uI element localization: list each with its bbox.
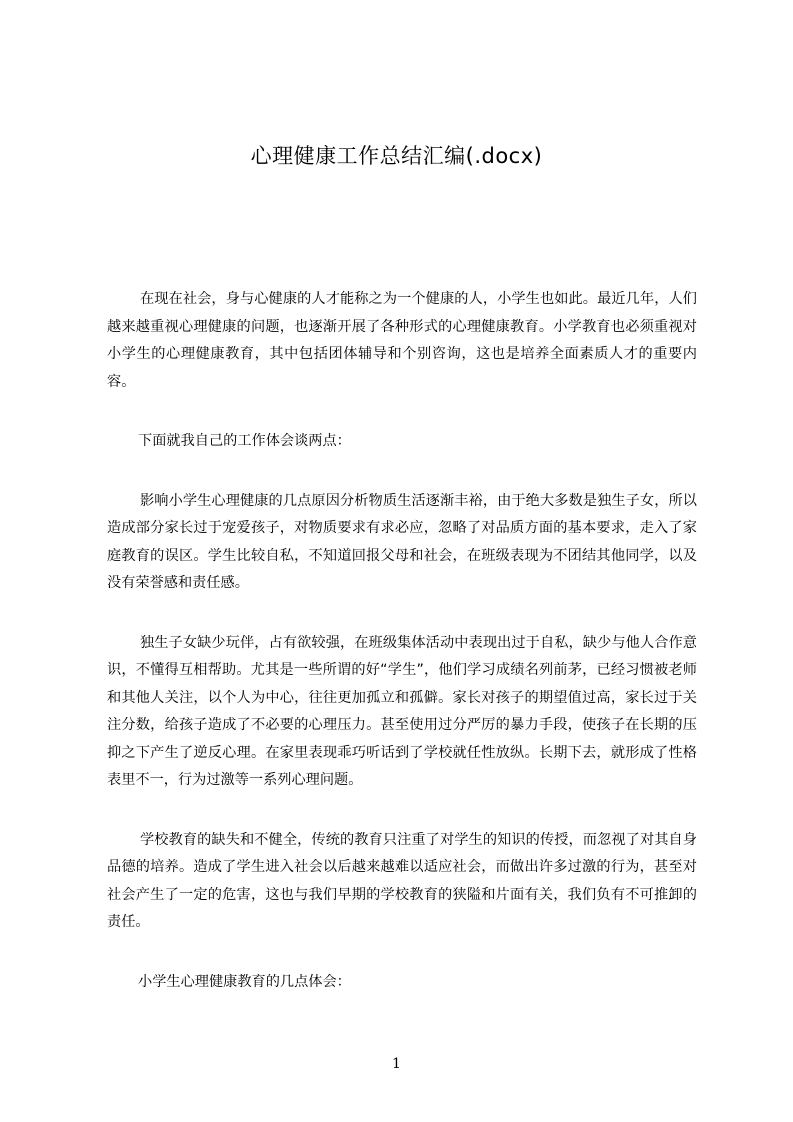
- page-number: 1: [392, 1056, 401, 1072]
- document-title: 心理健康工作总结汇编(.docx): [250, 144, 543, 168]
- paragraph-experience-heading: 小学生心理健康教育的几点体会：: [138, 973, 351, 990]
- paragraph-intro: 在现在社会，身与心健康的人才能称之为一个健康的人，小学生也如此。最近几年，人们越来越重视心理健康的问题，也逐渐开展了各种形式的心理健康教育。小学教育也必须重视对小学生的心理健康教育，其中包括团体辅导和个别咨询，这也是培养全面素质人才的重要内容。: [107, 291, 697, 390]
- paragraph-two-points: 下面就我自己的工作体会谈两点：: [138, 433, 351, 449]
- document-body: [107, 286, 697, 1028]
- paragraph-school-education: 学校教育的缺失和不健全，传统的教育只注重了对学生的知识的传授，而忽视了对其自身品德的培养。造成了学生进入社会以后越来越难以适应社会，而做出许多过激的行为，甚至对社会产生了一定的危害，这也与我们早期的学校教育的狭隘和片面有关，我们负有不可推卸的责任。: [107, 831, 697, 930]
- paragraph-only-child: 独生子女缺少玩伴，占有欲较强，在班级集体活动中表现出过于自私，缺少与他人合作意识，不懂得互相帮助。尤其是一些所谓的好“学生”，他们学习成绩名列前茅，已经习惯被老师和其他人关注，以个人为中心，往往更加孤立和孤僻。家长对孩子的期望值过高，家长过于关注分数，给孩子造成了不必要的心理压力。甚至使用过分严厉的暴力手段，使孩子在长期的压抑之下产生了逆反心理。在家里表现乖巧听话到了学校就任性放纵。长期下去，就形成了性格表里不一，行为过激等一系列心理问题。: [107, 634, 697, 788]
- paragraph-causes: 影响小学生心理健康的几点原因分析物质生活逐渐丰裕，由于绝大多数是独生子女，所以造成部分家长过于宠爱孩子，对物质要求有求必应，忽略了对品质方面的基本要求，走入了家庭教育的误区。学生比较自私，不知道回报父母和社会，在班级表现为不团结其他同学，以及没有荣誉感和责任感。: [107, 492, 697, 591]
